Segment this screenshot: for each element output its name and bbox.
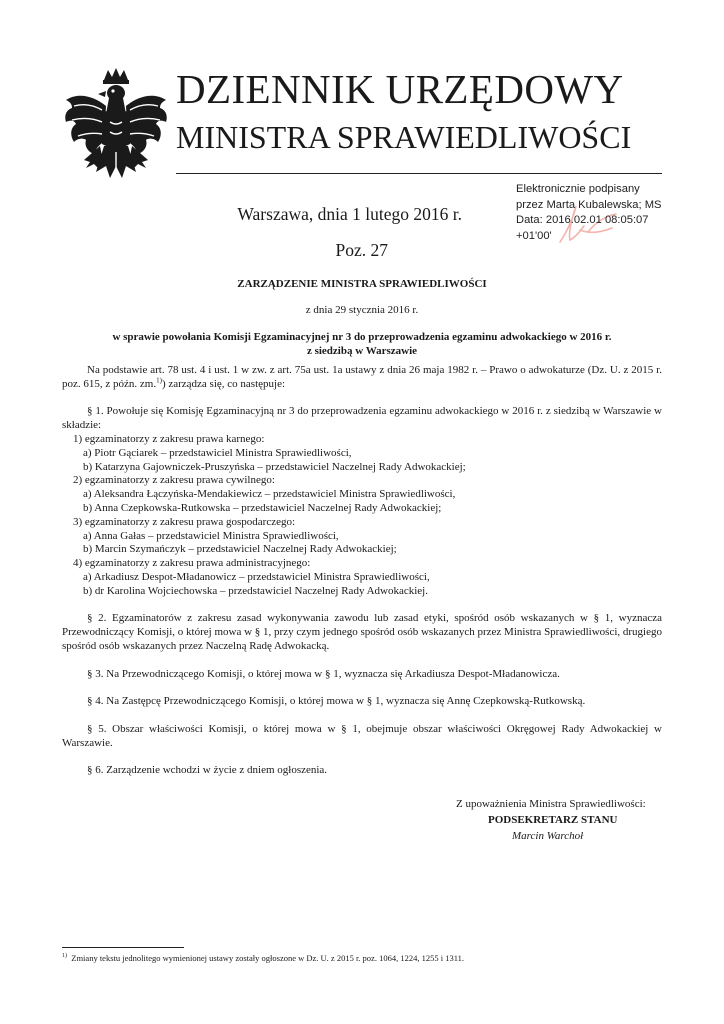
list-item: a) Arkadiusz Despot-Mładanowicz – przedstawiciel Ministra Sprawiedliwości, bbox=[83, 570, 430, 583]
section-6: § 6. Zarządzenie wchodzi w życie z dniem ogłoszenia. bbox=[87, 764, 328, 777]
list-item: b) Katarzyna Gajowniczek-Pruszyńska – przedstawiciel Naczelnej Rady Adwokackiej; bbox=[83, 460, 466, 473]
footnote-reference: 1) bbox=[156, 376, 162, 385]
signature-line-3: Data: 2016.02.01 08:05:07 bbox=[516, 214, 649, 227]
position-number: Poz. 27 bbox=[335, 240, 388, 260]
section-5: § 5. Obszar właściwości Komisji, o której mowa w § 1, obejmuje obszar właściwości Okręgowej Rady Adwokackiej w Warszawie. bbox=[62, 722, 662, 749]
section-2: § 2. Egzaminatorów z zakresu zasad wykonywania zawodu lub zasad etyki, spośród osób wskazanych w § 1, wyznacza Przewodniczący Komisji, o której mowa w § 1, przy czym jednego spośród osób wskazanych przez Ministra Sprawiedliwości, drugiego spośród osób wskazanych przez Naczelną Radę Adwokacką. bbox=[62, 612, 662, 652]
footnote-rule bbox=[62, 947, 184, 948]
act-subject-line-2: z siedzibą w Warszawie bbox=[306, 345, 418, 357]
footnote-text: Zmiany tekstu jednolitego wymienionej ustawy zostały ogłoszone w Dz. U. z 2015 r. poz. 1064, 1224, 1255 i 1311. bbox=[71, 953, 465, 963]
electronic-signature-stamp bbox=[516, 182, 716, 244]
list-item: a) Anna Gałas – przedstawiciel Ministra Sprawiedliwości, bbox=[83, 529, 339, 542]
signatory-name: Marcin Warchoł bbox=[512, 830, 584, 842]
commission-composition-list bbox=[62, 433, 662, 599]
signature-line-2: przez Marta Kubalewska; MS bbox=[516, 198, 662, 211]
list-item: a) Aleksandra Łączyńska-Mendakiewicz – przedstawiciel Ministra Sprawiedliwości, bbox=[83, 488, 456, 501]
list-item: 4) egzaminatorzy z zakresu prawa administracyjnego: bbox=[73, 557, 311, 570]
section-3: § 3. Na Przewodniczącego Komisji, o której mowa w § 1, wyznacza się Arkadiusza Despot-Mładanowicza. bbox=[87, 667, 560, 680]
act-title: ZARZĄDZENIE MINISTRA SPRAWIEDLIWOŚCI bbox=[237, 278, 487, 290]
preamble-suffix: ) zarządza się, co następuje: bbox=[161, 377, 286, 390]
footnote bbox=[62, 952, 682, 964]
document-body bbox=[62, 364, 662, 778]
list-item: a) Piotr Gąciarek – przedstawiciel Ministra Sprawiedliwości, bbox=[83, 446, 352, 459]
list-item: b) Anna Czepkowska-Rutkowska – przedstawiciel Naczelnej Rady Adwokackiej; bbox=[83, 501, 442, 514]
act-subject-line-1: w sprawie powołania Komisji Egzaminacyjnej nr 3 do przeprowadzenia egzaminu adwokackiego w 2016 r. bbox=[112, 331, 612, 343]
signatory-block bbox=[400, 796, 700, 844]
list-item: b) Marcin Szymańczyk – przedstawiciel Naczelnej Rady Adwokackiej; bbox=[83, 543, 397, 556]
signatory-role: PODSEKRETARZ STANU bbox=[488, 814, 618, 826]
masthead-subtitle: MINISTRA SPRAWIEDLIWOŚCI bbox=[176, 119, 632, 155]
list-item: 3) egzaminatorzy z zakresu prawa gospodarczego: bbox=[73, 515, 296, 528]
act-subject bbox=[62, 330, 662, 358]
polish-eagle-emblem-icon bbox=[60, 66, 172, 190]
list-item: 2) egzaminatorzy z zakresu prawa cywilnego: bbox=[73, 474, 275, 487]
section-4: § 4. Na Zastępcę Przewodniczącego Komisji, o której mowa w § 1, wyznacza się Annę Czepkowską-Rutkowską. bbox=[87, 695, 586, 708]
signature-line-4: +01'00' bbox=[516, 229, 552, 242]
list-item: 1) egzaminatorzy z zakresu prawa karnego: bbox=[73, 432, 265, 445]
signature-line-1: Elektronicznie podpisany bbox=[516, 183, 640, 195]
publication-dateline: Warszawa, dnia 1 lutego 2016 r. bbox=[237, 204, 462, 224]
list-item: b) dr Karolina Wojciechowska – przedstawiciel Naczelnej Rady Adwokackiej. bbox=[83, 584, 428, 597]
preamble bbox=[62, 364, 662, 392]
preamble-text: Na podstawie art. 78 ust. 4 i ust. 1 w zw. z art. 75a ust. 1a ustawy z dnia 26 maja 1982 r. – Prawo o adwokaturze (Dz. U. z 2015 r. poz. 615, z późn. zm. bbox=[62, 364, 662, 390]
masthead-title: DZIENNIK URZĘDOWY bbox=[176, 66, 624, 112]
authorization-line: Z upoważnienia Ministra Sprawiedliwości: bbox=[456, 798, 646, 810]
masthead-rule bbox=[176, 173, 662, 174]
section-1-intro: § 1. Powołuje się Komisję Egzaminacyjną nr 3 do przeprowadzenia egzaminu adwokackiego w 2016 r. z siedzibą w Warszawie w składzie: bbox=[62, 405, 662, 432]
footnote-marker: 1) bbox=[62, 953, 67, 960]
act-date: z dnia 29 stycznia 2016 r. bbox=[305, 304, 419, 316]
